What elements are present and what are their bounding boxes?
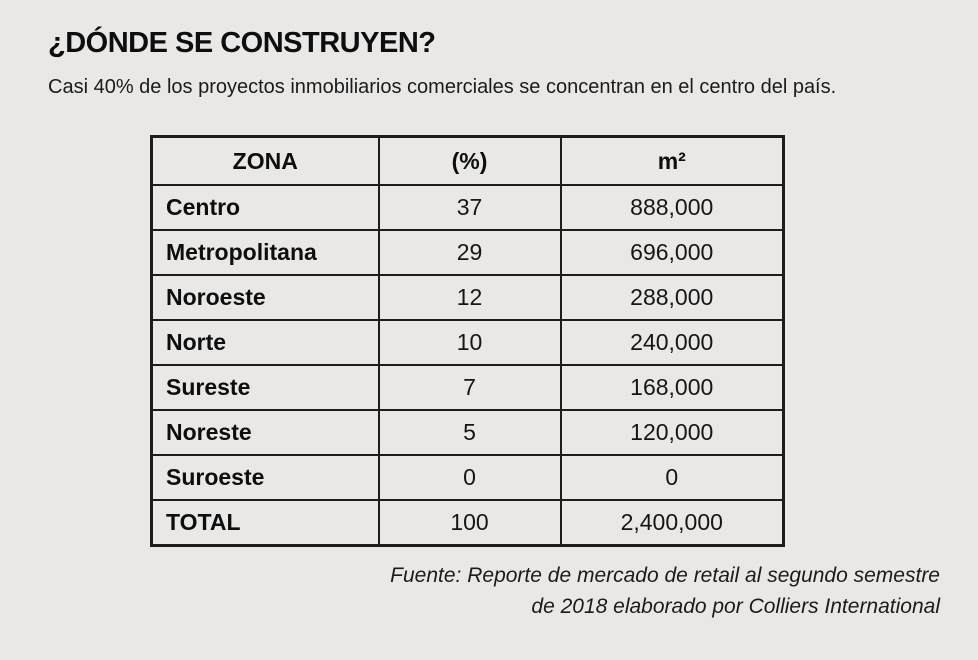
table-row [152,230,784,275]
zone-name: Noreste [152,410,379,455]
zone-percent: 12 [379,275,561,320]
zone-name: Norte [152,320,379,365]
table-row [152,275,784,320]
zone-name: Centro [152,185,379,230]
zone-name: Sureste [152,365,379,410]
table-row [152,410,784,455]
table-row-total [152,500,784,546]
zone-m2: 240,000 [561,320,784,365]
table-row [152,455,784,500]
total-m2: 2,400,000 [561,500,784,546]
column-header-percent: (%) [379,137,561,186]
total-percent: 100 [379,500,561,546]
table-header-row [152,137,784,186]
table-row [152,320,784,365]
zone-m2: 120,000 [561,410,784,455]
table-row [152,185,784,230]
page-title: ¿DÓNDE SE CONSTRUYEN? [48,27,436,59]
zone-percent: 29 [379,230,561,275]
zone-m2: 696,000 [561,230,784,275]
zone-table [150,135,785,547]
source-note [390,560,940,622]
source-note-line1: Fuente: Reporte de mercado de retail al segundo semestre [390,564,940,587]
zone-name: Suroeste [152,455,379,500]
zone-m2: 888,000 [561,185,784,230]
zone-m2: 168,000 [561,365,784,410]
source-note-line2: de 2018 elaborado por Colliers International [531,595,940,618]
zone-m2: 288,000 [561,275,784,320]
zone-percent: 37 [379,185,561,230]
zone-percent: 7 [379,365,561,410]
zone-name: Noroeste [152,275,379,320]
column-header-zona: ZONA [152,137,379,186]
zone-percent: 0 [379,455,561,500]
table-row [152,365,784,410]
zone-percent: 10 [379,320,561,365]
zone-name: Metropolitana [152,230,379,275]
total-label: TOTAL [152,500,379,546]
column-header-m2: m² [561,137,784,186]
zone-table-container [150,135,785,547]
zone-m2: 0 [561,455,784,500]
page-subtitle: Casi 40% de los proyectos inmobiliarios comerciales se concentran en el centro del país. [48,76,837,98]
zone-percent: 5 [379,410,561,455]
